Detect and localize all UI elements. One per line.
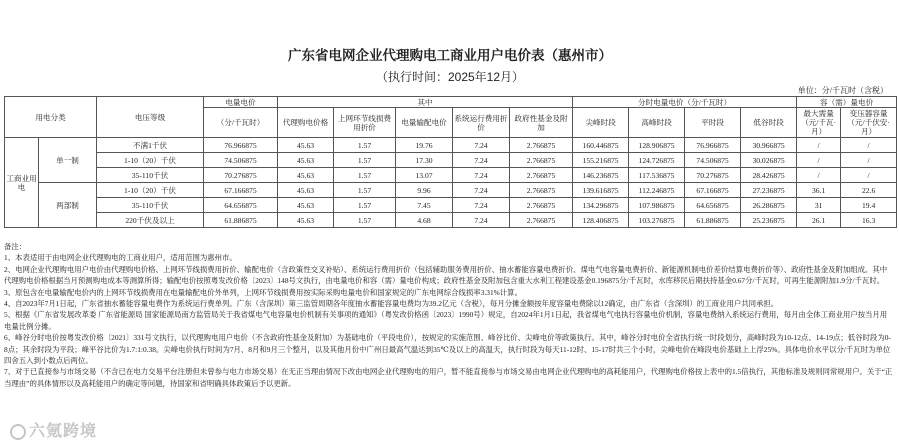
header-peak: 高峰时段: [629, 108, 685, 138]
cell-trans: 17.30: [396, 153, 453, 168]
cell-flat: 76.966875: [685, 138, 741, 153]
cell-energy: 67.166875: [204, 183, 278, 198]
cell-sharp: 160.446875: [573, 138, 629, 153]
cell-sys: 7.24: [453, 138, 510, 153]
cell-xfmr: /: [841, 168, 897, 183]
page-title: 广东省电网企业代理购电工商业用户电价表（惠州市）: [288, 48, 612, 63]
header-system-cost: 系统运行费用折价: [453, 108, 510, 138]
cell-sys: 7.24: [453, 168, 510, 183]
header-gov-fund: 政府性基金及附加: [510, 108, 573, 138]
cell-voltage: 不满1千伏: [97, 138, 204, 153]
cell-flat: 67.166875: [685, 183, 741, 198]
note-item: 2、电网企业代理购电用户电价由代理购电价格、上网环节线损费用折价、输配电价（含政策性交叉补贴）、系统运行费用折价（包括辅助服务费用折价、抽水蓄能容量电费折价、煤电气电容量电费折价、新能源机制电价差价结算电费折价等）、政府性基金及附加组成。其中代理购电价格根据当月预测购电成本等测算所得；输配电价按照粤发改价格〔2023〕148号文执行，由电量电价和容（需）量电价构成；政府性基金及附加包含重大水利工程建设基金0.196875分/千瓦时，水库移民后期扶持基金0.67分/千瓦时，可再生能源附加1.9分/千瓦时。: [4, 264, 888, 286]
table-row: [5, 168, 897, 183]
cell-maxd: 31: [797, 198, 841, 213]
cell-sharp: 128.406875: [573, 213, 629, 228]
header-transformer: 变压器容量 （元/千伏安·月）: [841, 108, 897, 138]
header-loss: 上网环节线损费用折价: [334, 108, 396, 138]
logo-icon: [10, 424, 26, 440]
cell-proxy: 45.63: [278, 138, 334, 153]
cell-fund: 2.766875: [510, 138, 573, 153]
cell-trans: 4.68: [396, 213, 453, 228]
header-transmission: 电量输配电价: [396, 108, 453, 138]
cell-xfmr: /: [841, 153, 897, 168]
header-tou-price: 分时电量电价（分/千瓦时）: [573, 97, 797, 108]
cell-sys: 7.24: [453, 198, 510, 213]
cell-trans: 13.07: [396, 168, 453, 183]
cell-energy: 64.656875: [204, 198, 278, 213]
header-category: 用电分类: [5, 97, 97, 138]
cell-loss: 1.57: [334, 168, 396, 183]
cell-sharp: 139.616875: [573, 183, 629, 198]
cell-xfmr: 19.4: [841, 198, 897, 213]
cell-peak: 103.276875: [629, 213, 685, 228]
header-energy-unit: （分/千瓦时）: [204, 108, 278, 138]
table-row: [5, 213, 897, 228]
group-main: 工商业用电: [5, 138, 39, 228]
cell-valley: 30.026875: [741, 153, 797, 168]
cell-voltage: 1-10（20）千伏: [97, 153, 204, 168]
header-capacity: 容（需）量电价: [797, 97, 897, 108]
cell-sharp: 155.216875: [573, 153, 629, 168]
execution-time: （执行时间：2025年12月）: [375, 70, 525, 84]
group-double: 两部制: [39, 183, 97, 228]
cell-maxd: 36.1: [797, 183, 841, 198]
cell-voltage: 35-110千伏: [97, 198, 204, 213]
table-row: [5, 153, 897, 168]
watermark: 六氪跨境: [10, 418, 97, 441]
cell-sharp: 146.236875: [573, 168, 629, 183]
cell-voltage: 1-10（20）千伏: [97, 183, 204, 198]
unit-label: 单位：分/千瓦时（含税）: [797, 86, 888, 95]
cell-maxd: /: [797, 138, 841, 153]
header-voltage: 电压等级: [97, 97, 204, 138]
header-of-which: 其中: [278, 97, 573, 108]
cell-loss: 1.57: [334, 198, 396, 213]
cell-loss: 1.57: [334, 153, 396, 168]
note-item: 6、峰谷分时电价按粤发改价格〔2021〕331号文执行，以代理购电用户电价（不含政府性基金及附加）为基础电价（平段电价），按规定的实施范围、峰谷比价、尖峰电价等政策执行。其中，峰谷分时电价全省执行统一时段划分，高峰时段为10-12点、14-19点；低谷时段为0-8点；其余时段为平段；峰平谷比价为1.7:1:0.38。尖峰电价执行时间为7月、8月和9月三个整月，以及其他月份中广州日最高气温达到35℃及以上的高温天，执行时段为每天11-12时、15-17时共三个小时，尖峰电价在峰段电价基础上上浮25%。具体电价水平以分/千瓦时为单位四舍五入到小数点后两位。: [4, 333, 891, 366]
cell-sys: 7.24: [453, 183, 510, 198]
cell-voltage: 220千伏及以上: [97, 213, 204, 228]
cell-voltage: 35-110千伏: [97, 168, 204, 183]
cell-sys: 7.24: [453, 153, 510, 168]
cell-maxd: 26.1: [797, 213, 841, 228]
notes-heading: 备注：: [4, 242, 27, 251]
cell-valley: 28.426875: [741, 168, 797, 183]
cell-xfmr: /: [841, 138, 897, 153]
cell-energy: 74.506875: [204, 153, 278, 168]
cell-proxy: 45.63: [278, 198, 334, 213]
header-proxy: 代理购电价格: [278, 108, 334, 138]
cell-valley: 25.236875: [741, 213, 797, 228]
cell-fund: 2.766875: [510, 198, 573, 213]
cell-valley: 27.236875: [741, 183, 797, 198]
note-item: 1、本表适用于由电网企业代理购电的工商业用户，适用范围为惠州市。: [4, 253, 237, 263]
note-item: 3、原包含在电量输配电价内的上网环节线损费用在电量输配电价外单列，上网环节线损费用按实际采购电量电价和国家规定的广东电网综合线损率3.31%计算。: [4, 287, 522, 297]
cell-valley: 26.286875: [741, 198, 797, 213]
cell-flat: 70.276875: [685, 168, 741, 183]
cell-maxd: /: [797, 168, 841, 183]
cell-energy: 61.886875: [204, 213, 278, 228]
cell-energy: 70.276875: [204, 168, 278, 183]
cell-peak: 117.536875: [629, 168, 685, 183]
table-row: [5, 183, 897, 198]
cell-fund: 2.766875: [510, 153, 573, 168]
cell-sharp: 134.296875: [573, 198, 629, 213]
cell-flat: 61.886875: [685, 213, 741, 228]
cell-sys: 7.24: [453, 213, 510, 228]
cell-flat: 74.506875: [685, 153, 741, 168]
table-row: [5, 138, 897, 153]
table-row: [5, 198, 897, 213]
price-table: [4, 96, 897, 228]
header-energy-price: 电量电价: [204, 97, 278, 108]
cell-proxy: 45.63: [278, 153, 334, 168]
cell-proxy: 45.63: [278, 168, 334, 183]
note-item: 7、对于已直接参与市场交易（不含已在电力交易平台注册但未曾参与电力市场交易）在无正当理由情况下改由电网企业代理购电的用户，暂不能直接参与市场交易由电网企业代理购电的高耗能用户，代理购电价格按上表中的1.5倍执行，其他标准及规则同常规用户。关于“正当理由”的具体情形以及高耗能用户的确定等问题，待国家和省明确具体政策后予以更新。: [4, 367, 893, 388]
cell-maxd: /: [797, 153, 841, 168]
header-flat: 平时段: [685, 108, 741, 138]
cell-proxy: 45.63: [278, 213, 334, 228]
cell-fund: 2.766875: [510, 213, 573, 228]
cell-fund: 2.766875: [510, 168, 573, 183]
cell-trans: 19.76: [396, 138, 453, 153]
cell-energy: 76.966875: [204, 138, 278, 153]
cell-peak: 128.906875: [629, 138, 685, 153]
cell-xfmr: 22.6: [841, 183, 897, 198]
cell-flat: 64.656875: [685, 198, 741, 213]
cell-fund: 2.766875: [510, 183, 573, 198]
cell-loss: 1.57: [334, 138, 396, 153]
header-valley: 低谷时段: [741, 108, 797, 138]
cell-proxy: 45.63: [278, 183, 334, 198]
group-single: 单一制: [39, 138, 97, 183]
notes: [4, 241, 894, 389]
note-item: 5、根据《广东省发展改革委 广东省能源局 国家能源局南方监管局关于我省煤电气电容量电价机制有关事项的通知》（粤发改价格函〔2023〕1990号）规定，自2024年1月1日起，我省煤电气电执行容量电价机制，容量电费纳入系统运行费用，每月由全体工商业用户按当月用电量比例分摊。: [4, 310, 888, 331]
header-max-demand: 最大需量 （元/千瓦·月）: [797, 108, 841, 138]
cell-trans: 9.96: [396, 183, 453, 198]
header-peak-sharp: 尖峰时段: [573, 108, 629, 138]
note-item: 4、自2023年7月1日起，广东省抽水蓄能容量电费作为系统运行费单列。广东（含深圳）第三监管周期各年度抽水蓄能容量电费均为39.2亿元（含税），每月分摊金额按年度容量电费除以12确定，由广东省（含深圳）的工商业用户共同承担。: [4, 299, 779, 309]
cell-loss: 1.57: [334, 183, 396, 198]
cell-valley: 30.966875: [741, 138, 797, 153]
cell-peak: 124.726875: [629, 153, 685, 168]
cell-trans: 7.45: [396, 198, 453, 213]
cell-peak: 107.986875: [629, 198, 685, 213]
cell-xfmr: 16.3: [841, 213, 897, 228]
cell-peak: 112.246875: [629, 183, 685, 198]
cell-loss: 1.57: [334, 213, 396, 228]
